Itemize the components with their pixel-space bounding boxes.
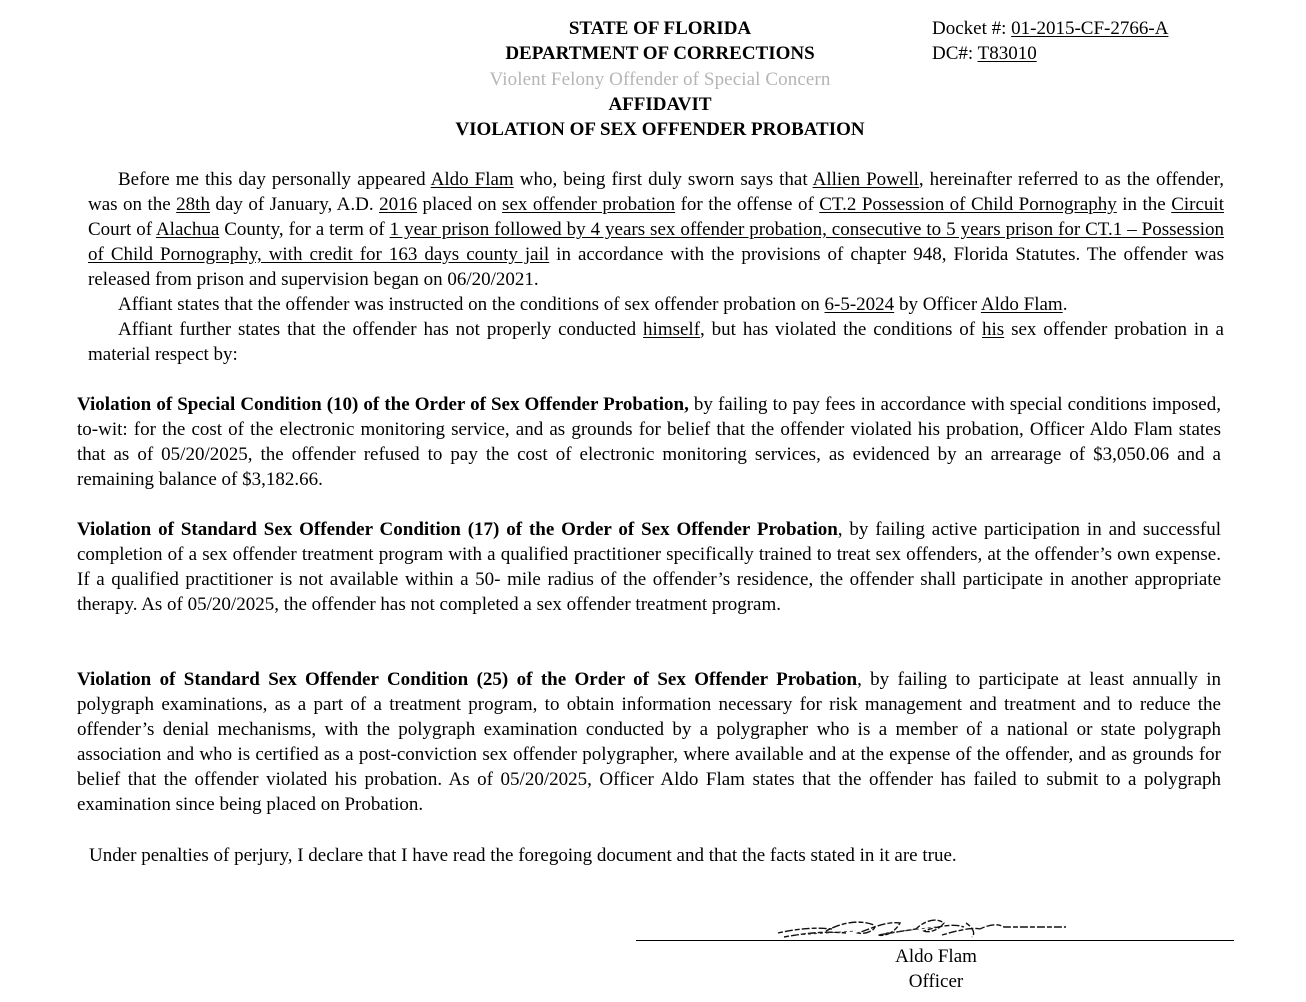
sentence-term: 1 year prison followed by 4 years sex offender probation, consecutive to 5 years prison for CT.1 – Possession of Child Pornography, with credit for 163 days county jail — [88, 219, 1224, 265]
document-subject: VIOLATION OF SEX OFFENDER PROBATION — [455, 119, 865, 140]
body-text: . — [1062, 294, 1068, 315]
state-title: STATE OF FLORIDA — [568, 18, 752, 39]
sentence-year: 2016 — [379, 194, 418, 215]
instruction-date: 6-5-2024 — [824, 294, 895, 315]
violation-heading: Violation of Standard Sex Offender Condition (25) of the Order of Sex Offender Probation — [77, 669, 858, 690]
dc-value: T83010 — [977, 43, 1037, 64]
sentence-day: 28th — [176, 194, 210, 215]
supervision-type: sex offender probation — [502, 194, 676, 215]
violation-text: , by failing to participate at least annually in polygraph examinations, as a part of a treatment program, to obtain information necessary for risk management and treatment and to reduce the offender’s denial mechanisms, with the polygraph examination conducted by a polygrapher who is a member of a national or state polygraph association and who is certified as a post-conviction sex offender polygrapher, where available and at the expense of the offender, and as grounds for belief that the offender violated his probation. As of 05/20/2025, Officer Aldo Flam states that the offender has failed to submit to a polygraph examination since being placed on Probation. — [77, 669, 1222, 815]
body-text: in accordance with the provisions of chapter 948, Florida Statutes. The offender was released from prison and supervision began on 06/20/2021. — [88, 244, 1224, 290]
signature-line — [636, 940, 1234, 941]
body-text: by Officer — [894, 294, 981, 315]
offense: CT.2 Possession of Child Pornography — [819, 194, 1117, 215]
body-text: in the — [1116, 194, 1172, 215]
signer-name: Aldo Flam — [895, 946, 977, 967]
docket-number — [932, 16, 1292, 41]
violation-text: , by failing active participation in and successful completion of a sex offender treatment program with a qualified practitioner specifically trained to treat sex offenders, at the offender’s own expense. If a qualified practitioner is not available within a 50- mile radius of the offender’s residence, the offender shall participate in another appropriate therapy. As of 05/20/2025, the offender has not completed a sex offender treatment program. — [77, 519, 1221, 615]
violation-text: by failing to pay fees in accordance with special conditions imposed, to-wit: for the cost of the electronic monitoring service, and as grounds for belief that the offender violated his probation, Officer Aldo Flam states that as of 05/20/2025, the offender refused to pay the cost of electronic monitoring services, as evidenced by an arrearage of $3,050.06 and a remaining balance of $3,182.66. — [77, 394, 1221, 490]
instructing-officer: Aldo Flam — [980, 294, 1063, 315]
violation-condition-17 — [77, 517, 1221, 617]
pronoun-reflexive: himself — [643, 319, 701, 340]
body-text: Affiant further states that the offender has not properly conducted — [118, 319, 644, 340]
body-text: Before me this day personally appeared — [118, 169, 431, 190]
body-text: , hereinafter referred to as the offender, was on the — [88, 169, 1224, 215]
body-text: day of January, A.D. — [209, 194, 380, 215]
department-title: DEPARTMENT OF CORRECTIONS — [505, 43, 815, 64]
body-text: for the offense of — [675, 194, 820, 215]
violation-condition-25 — [77, 667, 1221, 817]
offender-name: Allien Powell — [812, 169, 919, 190]
signer-title: Officer — [908, 971, 964, 992]
body-text: Affiant states that the offender was instructed on the conditions of sex offender probation on — [118, 294, 825, 315]
pronoun-possessive: his — [982, 319, 1005, 340]
docket-label: Docket #: — [932, 18, 1012, 39]
sentencing-paragraph — [88, 167, 1224, 292]
violation-heading: Violation of Special Condition (10) of the Order of Sex Offender Probation, — [77, 394, 689, 415]
dc-number — [932, 41, 1292, 66]
vfosc-designation: Violent Felony Offender of Special Concern — [489, 69, 831, 90]
signature-block — [636, 905, 1236, 1000]
affidavit-title: AFFIDAVIT — [608, 94, 712, 115]
docket-value: 01-2015-CF-2766-A — [1011, 18, 1169, 39]
court-type: Circuit — [1171, 194, 1224, 215]
dc-label: DC#: — [932, 43, 978, 64]
violation-intro-paragraph — [88, 317, 1224, 367]
violation-condition-10 — [77, 392, 1221, 492]
affidavit-body — [88, 167, 1224, 367]
violation-heading: Violation of Standard Sex Offender Condition (17) of the Order of Sex Offender Probation — [77, 519, 838, 540]
affiant-name: Aldo Flam — [430, 169, 514, 190]
body-text: who, being first duly sworn says that — [513, 169, 813, 190]
case-identifiers — [932, 16, 1292, 66]
county: Alachua — [155, 219, 220, 240]
body-text: , but has violated the conditions of — [700, 319, 983, 340]
handwritten-signature — [766, 911, 1066, 941]
body-text: placed on — [417, 194, 503, 215]
perjury-declaration: Under penalties of perjury, I declare that I have read the foregoing document and that the facts stated in it are true. — [89, 845, 957, 866]
body-text: sex offender probation in a material respect by: — [88, 319, 1224, 365]
body-text: County, for a term of — [219, 219, 390, 240]
body-text: Court of — [88, 219, 156, 240]
instruction-paragraph — [88, 292, 1224, 317]
